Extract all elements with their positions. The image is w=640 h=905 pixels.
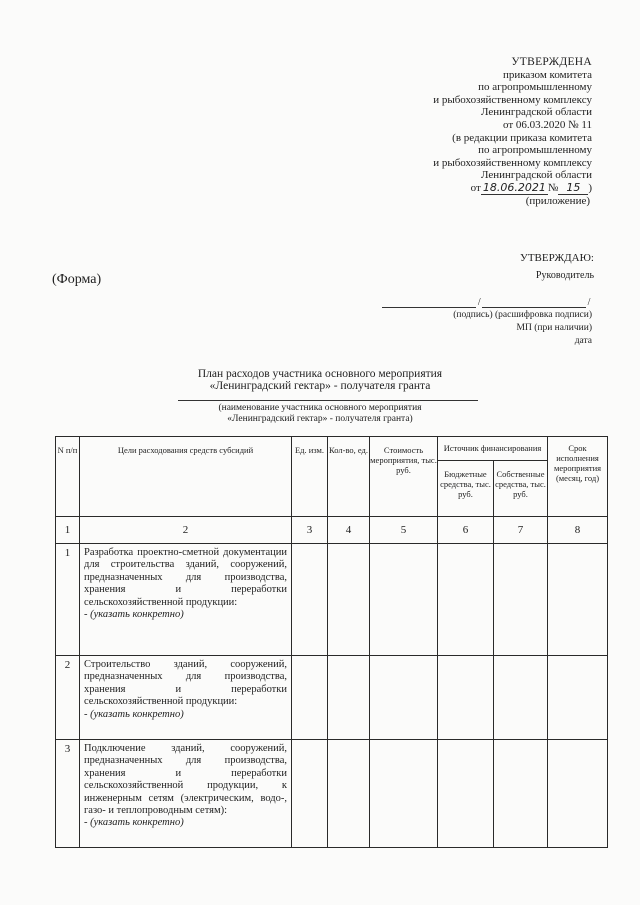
forma-label: (Форма) (52, 272, 102, 287)
cell-qty (328, 656, 370, 740)
signature-lines (382, 296, 592, 308)
date-caption: дата (574, 336, 592, 346)
org-caption-line: (наименование участника основного мероприятия (218, 403, 422, 413)
cell-own (494, 544, 548, 656)
cell-own (494, 656, 548, 740)
org-name-line (178, 400, 478, 401)
row-goal-note: - (указать конкретно) (84, 708, 184, 720)
col-header-own: Собственные средства, тыс. руб. (494, 461, 548, 517)
approve-block (520, 252, 594, 282)
row-goal-cell (80, 740, 292, 848)
col-header-n: N п/п (56, 437, 80, 517)
approval-line: приказом комитета (502, 68, 592, 81)
column-number: 6 (438, 517, 494, 544)
column-number-row (56, 517, 608, 544)
signature-caption: (подпись) (расшифровка подписи) (453, 310, 592, 320)
row-goal-note: - (указать конкретно) (84, 817, 184, 829)
plan-title-line: План расходов участника основного мероприятия (197, 368, 443, 380)
number-prefix: № (547, 181, 559, 194)
approval-line: (в редакции приказа комитета (452, 131, 592, 144)
cell-unit (292, 740, 328, 848)
cell-budget (438, 544, 494, 656)
approve-role: Руководитель (535, 270, 594, 281)
cell-cost (370, 544, 438, 656)
plan-title (0, 368, 640, 392)
slash-divider: / (587, 297, 591, 308)
column-number: 2 (80, 517, 292, 544)
row-goal-text: Подключение зданий, сооружений, предназначенных для производства, хранения и переработки сельскохозяйственной продукции, к инженерным сетям (электрическим, водо-, газо- и теплопроводным сетям): (84, 743, 287, 817)
approval-line: Ленинградской области (481, 106, 592, 119)
cell-qty (328, 740, 370, 848)
col-header-unit: Ед. изм. (292, 437, 328, 517)
cell-term (548, 544, 608, 656)
stamp-caption: МП (при наличии) (516, 323, 592, 333)
cell-budget (438, 740, 494, 848)
cell-qty (328, 544, 370, 656)
cell-budget (438, 656, 494, 740)
plan-title-line: «Ленинградский гектар» - получателя гранта (209, 380, 431, 392)
approval-line: от 06.03.2020 № 11 (503, 118, 592, 131)
cell-unit (292, 656, 328, 740)
approval-block (433, 56, 592, 207)
org-caption (0, 403, 640, 425)
date-suffix: ) (588, 181, 592, 194)
date-prefix: от (470, 181, 481, 194)
cell-unit (292, 544, 328, 656)
row-goal-cell (80, 656, 292, 740)
col-header-budget: Бюджетные средства, тыс. руб. (438, 461, 494, 517)
expense-plan-table (55, 436, 608, 848)
col-header-term: Срок исполнения мероприятия (месяц, год) (548, 437, 608, 517)
approval-title: УТВЕРЖДЕНА (511, 56, 592, 68)
row-goal-text: Разработка проектно-сметной документации для строительства зданий, сооружений, предназначенных для производства, хранения и переработки сельскохозяйственной продукции: (84, 547, 287, 608)
approval-line: и рыбохозяйственному комплексу (433, 93, 592, 106)
approval-line: Ленинградской области (481, 169, 592, 182)
approval-line: и рыбохозяйственному комплексу (433, 156, 592, 169)
signature-line (382, 307, 476, 308)
col-header-source: Источник финансирования (438, 437, 548, 461)
approve-title: УТВЕРЖДАЮ: (520, 252, 594, 264)
approval-line: по агропромышленному (478, 144, 592, 157)
slash-divider: / (477, 297, 481, 308)
cell-cost (370, 740, 438, 848)
column-number: 7 (494, 517, 548, 544)
row-goal-note: - (указать конкретно) (84, 609, 184, 621)
cell-cost (370, 656, 438, 740)
column-number: 3 (292, 517, 328, 544)
row-number: 3 (56, 740, 80, 848)
row-number: 2 (56, 656, 80, 740)
col-header-goals: Цели расходования средств субсидий (80, 437, 292, 517)
handwritten-date: 18.06.2021 (482, 180, 546, 194)
column-number: 1 (56, 517, 80, 544)
approval-date-line (433, 182, 592, 195)
signature-area (382, 296, 592, 347)
row-goal-cell (80, 544, 292, 656)
column-number: 8 (548, 517, 608, 544)
name-line (482, 307, 586, 308)
appendix-label: (приложение) (525, 194, 590, 207)
header-row (56, 437, 608, 461)
table-row (56, 544, 608, 656)
row-number: 1 (56, 544, 80, 656)
handwritten-number: 15 (558, 181, 588, 195)
cell-own (494, 740, 548, 848)
cell-term (548, 740, 608, 848)
col-header-qty: Кол-во, ед. (328, 437, 370, 517)
cell-term (548, 656, 608, 740)
org-caption-line: «Ленинградский гектар» - получателя гранта) (227, 414, 413, 424)
table-row (56, 740, 608, 848)
table-row (56, 656, 608, 740)
column-number: 5 (370, 517, 438, 544)
col-header-cost: Стоимость мероприятия, тыс. руб. (370, 437, 438, 517)
approval-line: по агропромышленному (478, 81, 592, 94)
row-goal-text: Строительство зданий, сооружений, предназначенных для производства, хранения и переработки сельскохозяйственной продукции: (84, 659, 287, 708)
column-number: 4 (328, 517, 370, 544)
